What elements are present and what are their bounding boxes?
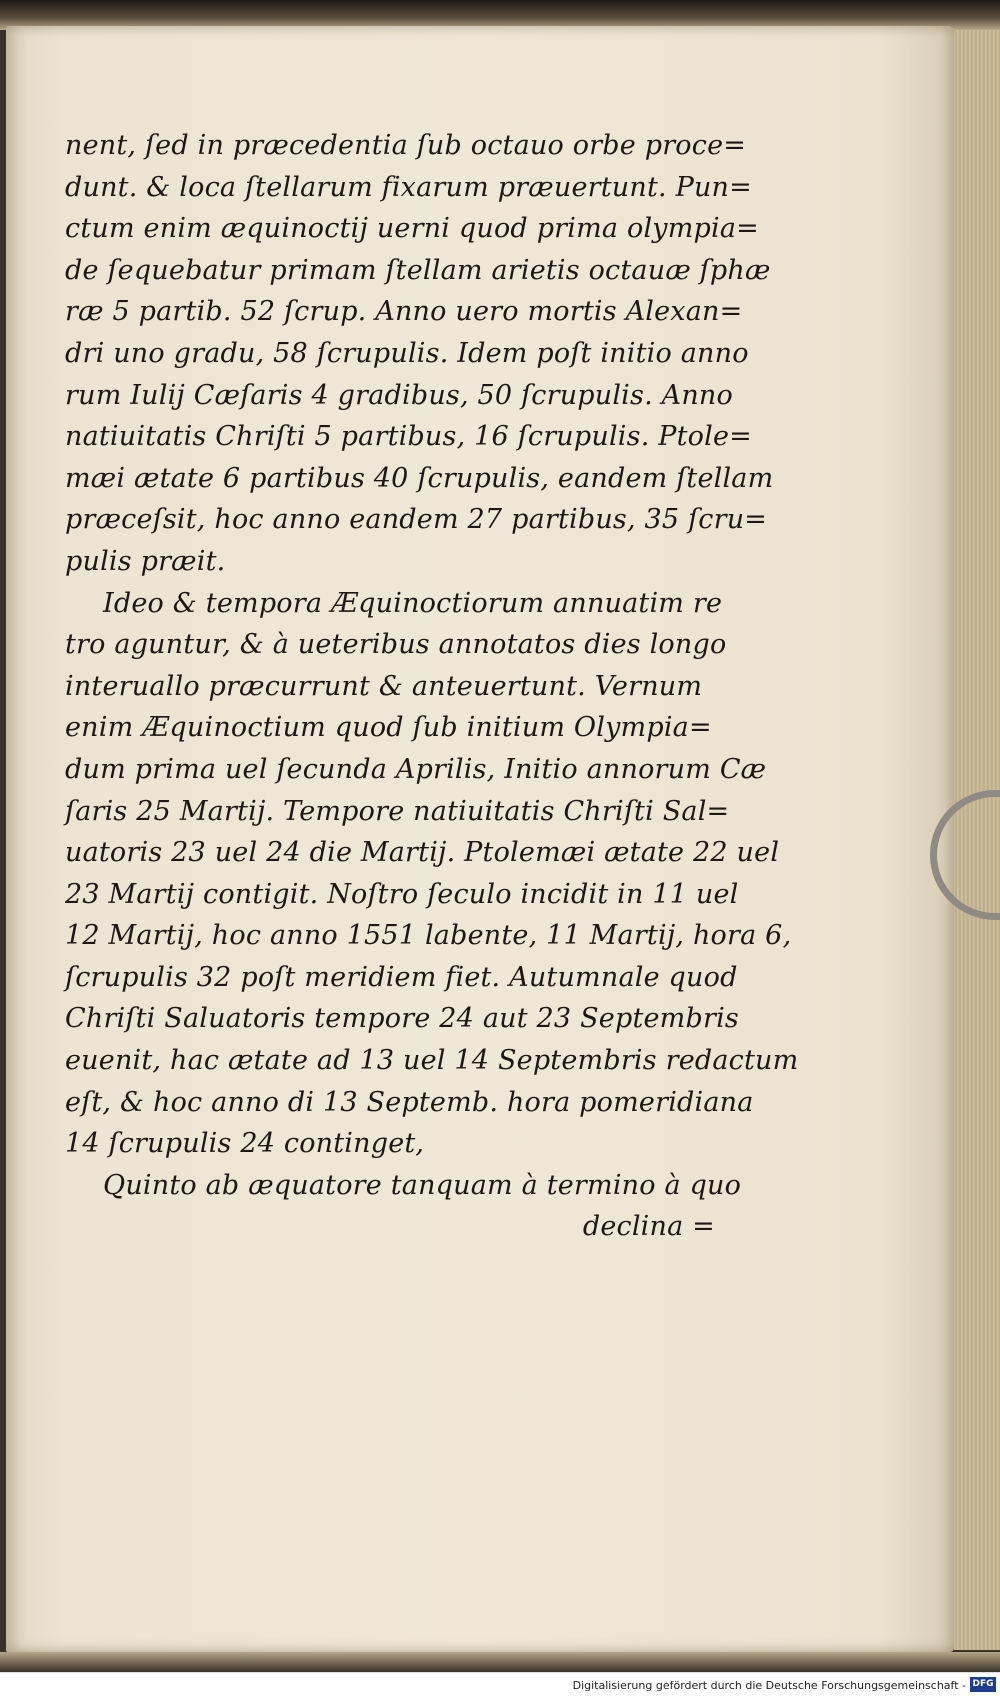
- text-line: dunt. & loca ſtellarum fixarum præuertunt. Pun=: [65, 171, 752, 203]
- text-line: natiuitatis Chriſti 5 partibus, 16 ſcrupulis. Ptole=: [65, 421, 752, 453]
- digitization-footer: [0, 1672, 1000, 1698]
- text-line: rum Iulij Cæſaris 4 gradibus, 50 ſcrupulis. Anno: [65, 379, 733, 411]
- text-line: ſaris 25 Martij. Tempore natiuitatis Chriſti Sal=: [65, 795, 730, 827]
- book-bottom-edge: [0, 1652, 1000, 1672]
- text-line: mæi ætate 6 partibus 40 ſcrupulis, eandem ſtellam: [65, 462, 774, 494]
- funding-credit: Digitalisierung gefördert durch die Deutsche Forschungsgemeinschaft -: [572, 1679, 966, 1692]
- dfg-logo: DFG: [970, 1677, 996, 1692]
- text-line: ræ 5 partib. 52 ſcrup. Anno uero mortis Alexan=: [65, 296, 743, 328]
- text-line: ſcrupulis 32 poſt meridiem fiet. Autumnale quod: [65, 961, 738, 993]
- text-line: dri uno gradu, 58 ſcrupulis. Idem poſt initio anno: [65, 337, 749, 369]
- text-line: eſt, & hoc anno di 13 Septemb. hora pomeridiana: [65, 1086, 754, 1118]
- text-line: ctum enim æquinoctij uerni quod prima olympia=: [65, 213, 759, 245]
- text-line: interuallo præcurrunt & anteuertunt. Vernum: [65, 670, 703, 702]
- text-line: tro aguntur, & à ueteribus annotatos dies longo: [65, 629, 727, 661]
- paragraph-start-line: Quinto ab æquatore tanquam à termino à quo: [103, 1169, 742, 1201]
- text-line: uatoris 23 uel 24 die Martij. Ptolemæi ætate 22 uel: [65, 837, 780, 869]
- text-line: pulis præit.: [65, 545, 226, 577]
- page-text: [65, 125, 799, 1248]
- text-line: 12 Martij, hoc anno 1551 labente, 11 Martij, hora 6,: [65, 920, 792, 952]
- catchword: declina =: [582, 1211, 715, 1243]
- text-line: 23 Martij contigit. Noſtro ſeculo incidit in 11 uel: [65, 878, 739, 910]
- text-line: euenit, hac ætate ad 13 uel 14 Septembris redactum: [65, 1045, 799, 1077]
- text-line: dum prima uel ſecunda Aprilis, Initio annorum Cæ: [65, 753, 767, 785]
- text-line: de ſequebatur primam ſtellam arietis octauæ ſphæ: [65, 254, 771, 286]
- text-line: præceſsit, hoc anno eandem 27 partibus, 35 ſcru=: [65, 504, 768, 536]
- text-line: enim Æquinoctium quod ſub initium Olympia=: [65, 712, 712, 744]
- text-line: Chriſti Saluatoris tempore 24 aut 23 Septembris: [65, 1003, 739, 1035]
- text-line: 14 ſcrupulis 24 continget,: [65, 1128, 425, 1160]
- paragraph-start-line: Ideo & tempora Æquinoctiorum annuatim re: [103, 587, 723, 619]
- text-line: nent, ſed in præcedentia ſub octauo orbe proce=: [65, 130, 747, 161]
